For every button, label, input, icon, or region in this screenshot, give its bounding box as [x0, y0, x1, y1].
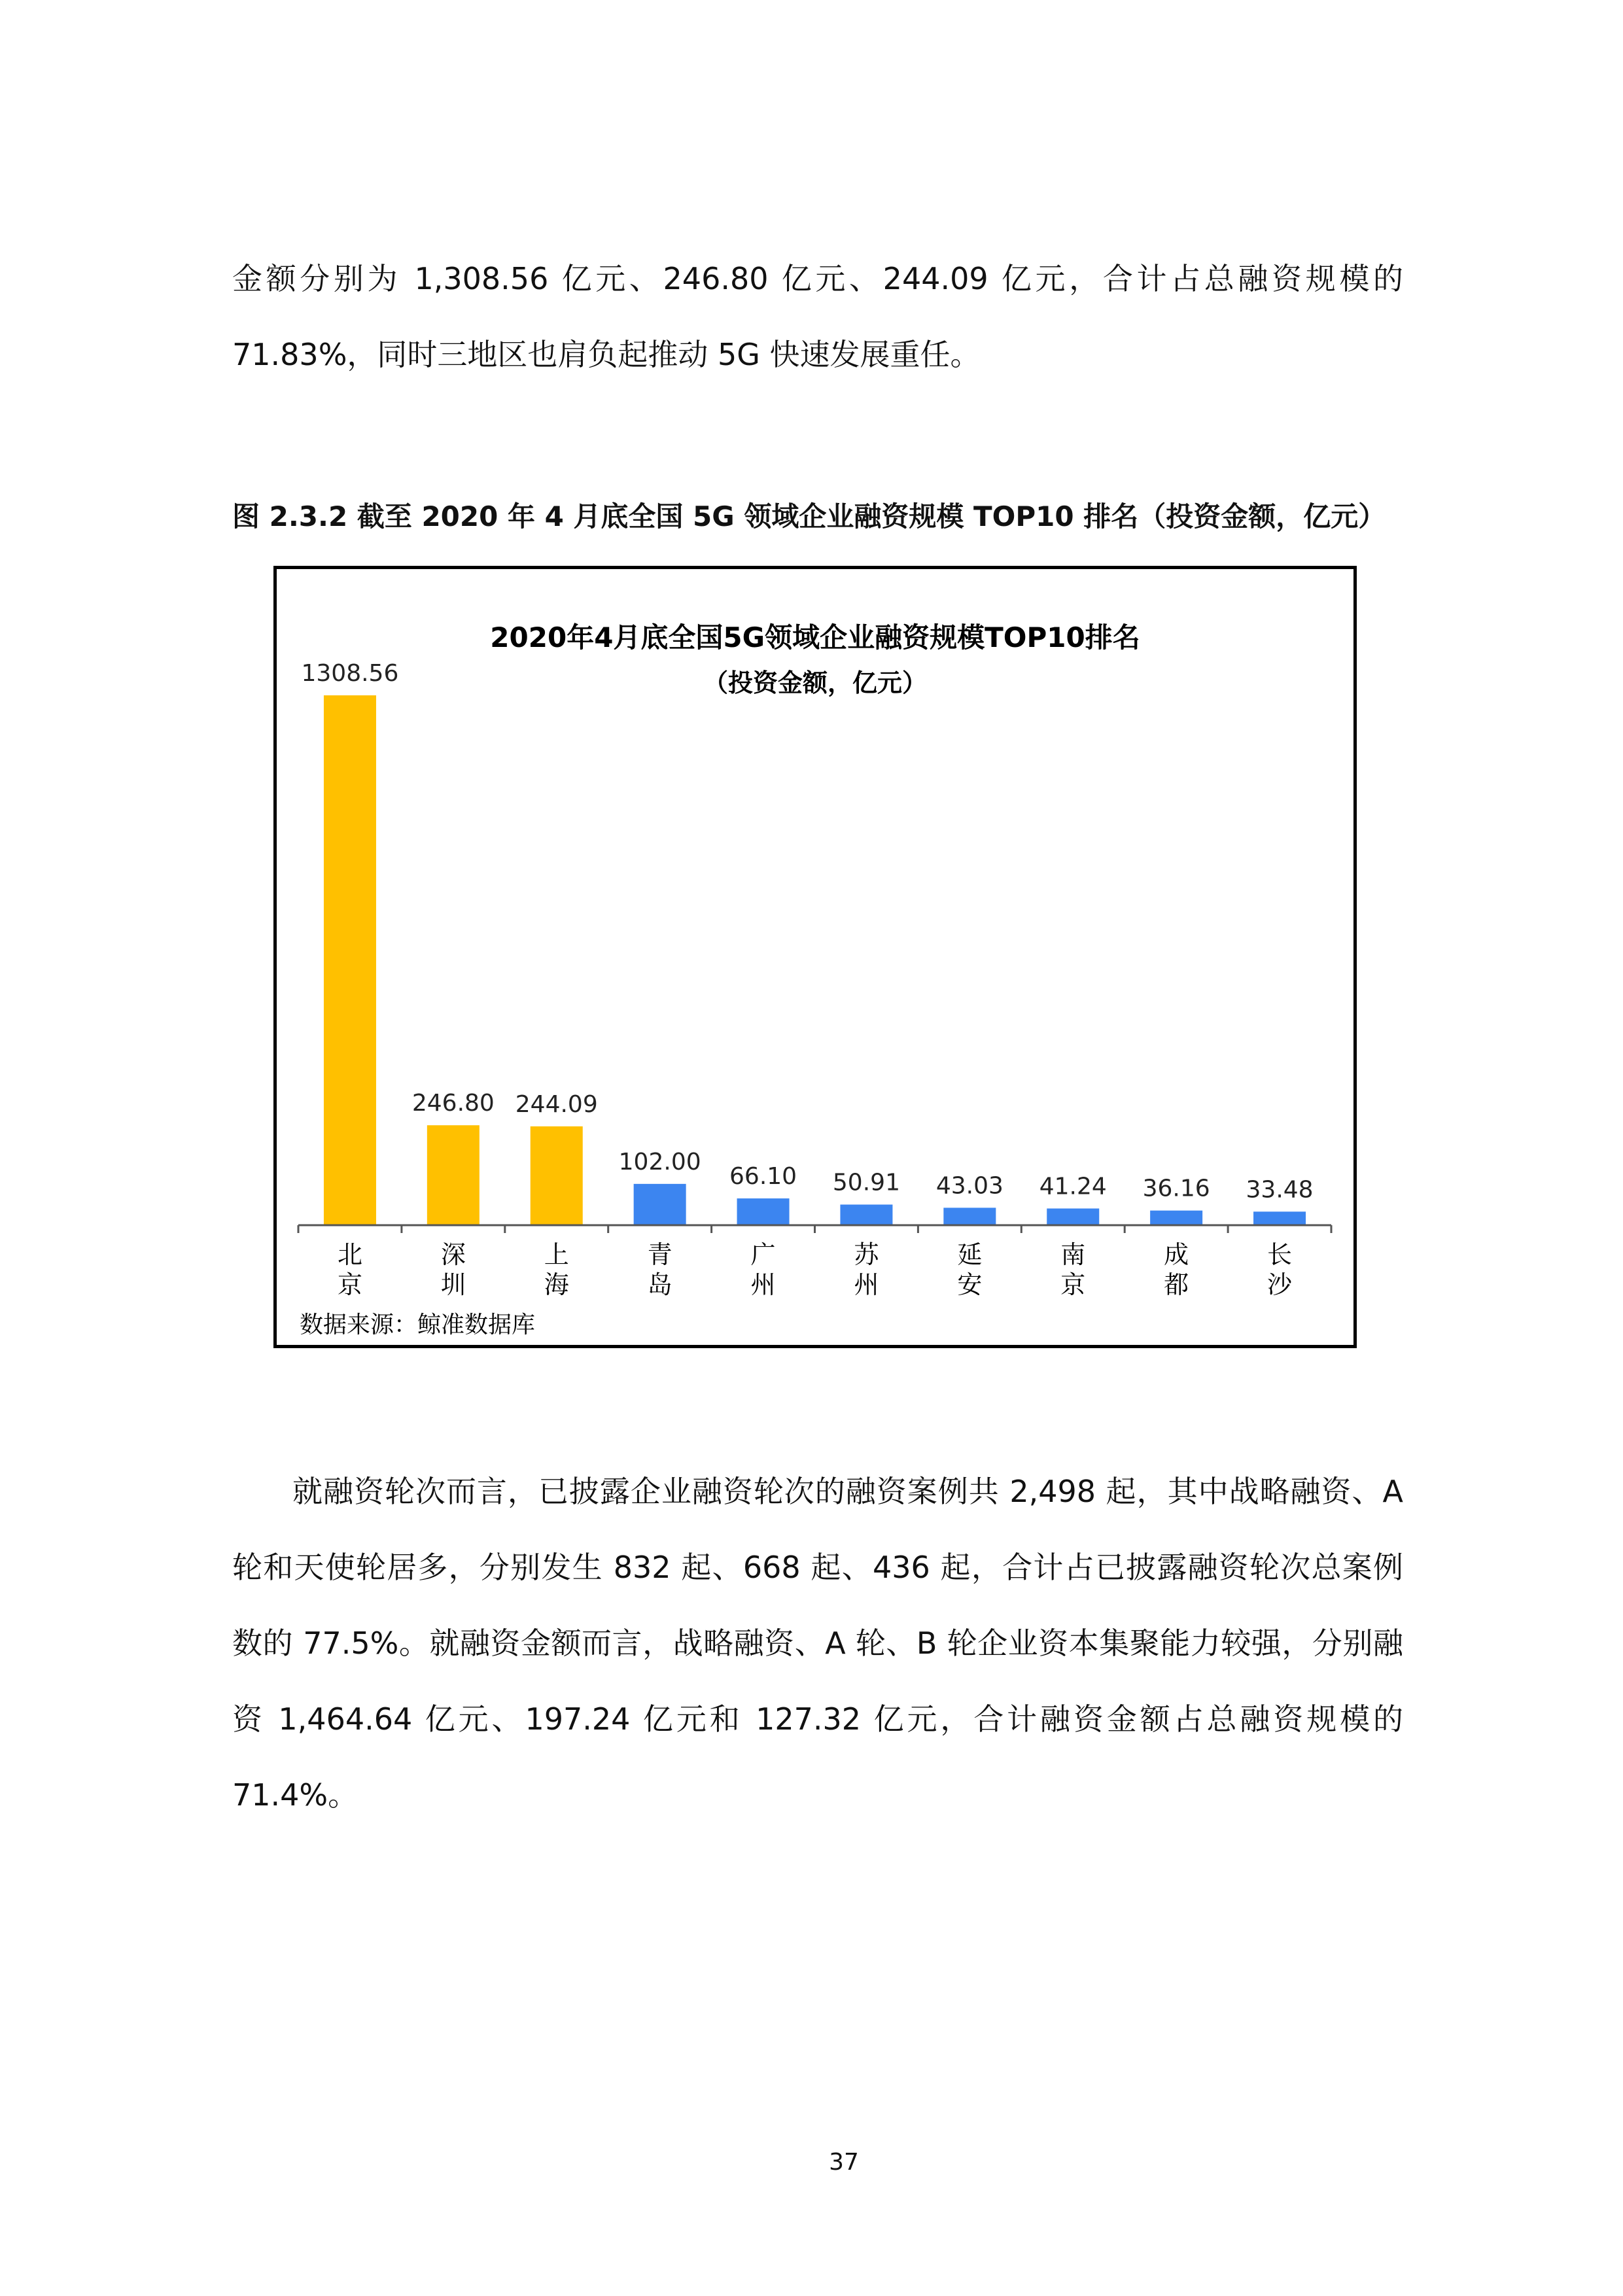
bar-4 [634, 1184, 686, 1225]
chart-source-note: 数据来源：鲸准数据库 [300, 1312, 536, 1338]
bar-chart [277, 569, 1353, 1345]
bar-value-label: 246.80 [411, 1090, 495, 1117]
bar-10 [1253, 1211, 1306, 1225]
bar-value-label: 33.48 [1246, 1176, 1314, 1204]
bar-value-label: 41.24 [1039, 1173, 1107, 1200]
category-label: 北京 [337, 1240, 362, 1299]
analysis-paragraph: 就融资轮次而言，已披露企业融资轮次的融资案例共 2,498 起，其中战略融资、A 轮和天使轮居多，分别发生 832 起、668 起、436 起，合计占已披露融资轮次总案例数的 77.5%。就融资金额而言，战略融资、A 轮、B 轮企业资本集聚能力较强，分别融资 1,464.64 亿元、197.24 亿元和 127.32 亿元，合计融资金额占总融资规模的 71.4%。 [232, 1474, 1403, 1813]
intro-paragraph: 金额分别为 1,308.56 亿元、246.80 亿元、244.09 亿元，合计占总融资规模的71.83%，同时三地区也肩负起推动 5G 快速发展重任。 [232, 261, 1403, 372]
page-number: 37 [829, 2149, 859, 2176]
bar-8 [1047, 1208, 1099, 1225]
category-label: 苏州 [854, 1240, 879, 1299]
category-label: 广州 [750, 1240, 776, 1299]
bar-3 [531, 1126, 583, 1225]
x-axis-category-labels [338, 1240, 1293, 1299]
bar-9 [1150, 1211, 1202, 1225]
bar-value-label: 66.10 [729, 1163, 797, 1191]
bar-value-label: 50.91 [832, 1169, 900, 1196]
category-label: 青岛 [647, 1240, 672, 1299]
chart-frame [273, 566, 1357, 1348]
bar-1 [324, 695, 376, 1225]
bar-value-label: 244.09 [515, 1090, 598, 1118]
bars-layer [302, 660, 1314, 1225]
bar-7 [943, 1208, 996, 1225]
chart-title: 2020年4月底全国5G领域企业融资规模TOP10排名 [490, 621, 1140, 653]
category-label: 延安 [957, 1240, 983, 1299]
category-label: 深圳 [440, 1240, 466, 1299]
bar-6 [840, 1204, 892, 1225]
chart-subtitle: （投资金额，亿元） [703, 669, 928, 697]
category-label: 上海 [544, 1240, 569, 1299]
category-label: 南京 [1060, 1240, 1086, 1299]
bar-2 [427, 1125, 480, 1225]
bar-5 [737, 1198, 790, 1225]
figure-caption: 图 2.3.2 截至 2020 年 4 月底全国 5G 领域企业融资规模 TOP10 排名（投资金额，亿元） [232, 500, 1386, 532]
bar-value-label: 1308.56 [301, 660, 399, 687]
x-axis-ticks [298, 1225, 1331, 1233]
bar-value-label: 36.16 [1142, 1175, 1210, 1202]
category-label: 成都 [1164, 1240, 1189, 1299]
bar-value-label: 43.03 [935, 1172, 1003, 1200]
bar-value-label: 102.00 [618, 1148, 701, 1175]
category-label: 长沙 [1267, 1240, 1293, 1299]
